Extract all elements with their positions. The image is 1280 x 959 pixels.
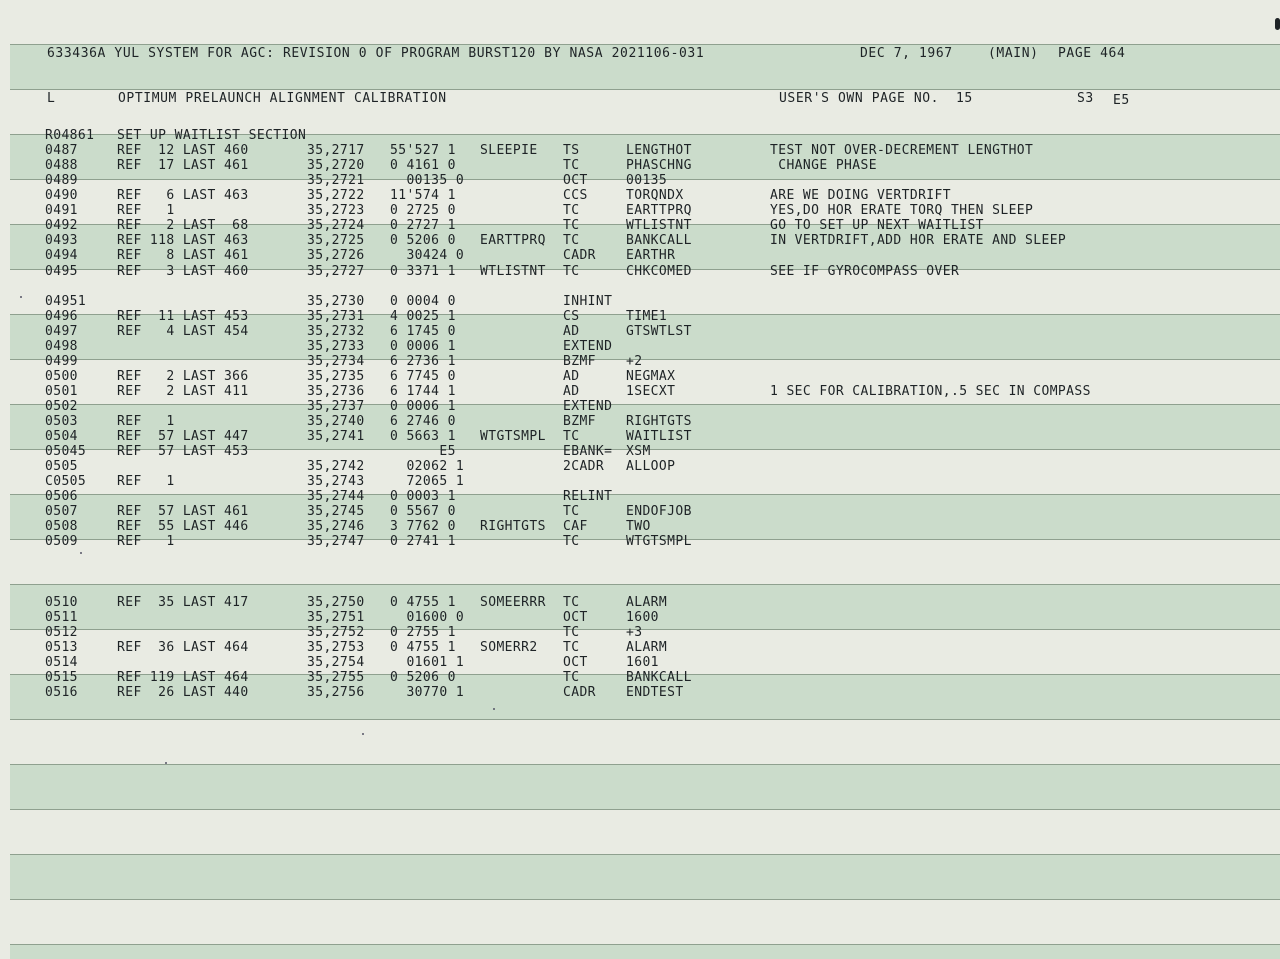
listing-row	[0, 188, 1280, 203]
comment-text: YES,DO HOR ERATE TORQ THEN SLEEP	[770, 203, 1034, 219]
reference-info: REF 3 LAST 460	[117, 263, 249, 279]
listing-row	[0, 384, 1280, 399]
listing-row	[0, 203, 1280, 218]
memory-address: 35,2717	[307, 143, 365, 159]
octal-word: 0 0003 1	[390, 489, 456, 505]
operand: WAITLIST	[626, 429, 692, 444]
reference-info: REF 57 LAST 447	[117, 429, 249, 444]
octal-word: 01600 0	[390, 609, 465, 625]
memory-address: 35,2742	[307, 459, 365, 475]
memory-address: 35,2752	[307, 624, 365, 640]
operand: CHKCOMED	[626, 263, 692, 279]
opcode: AD	[563, 368, 580, 384]
listing-title-line: 633436A YUL SYSTEM FOR AGC: REVISION 0 OF PROGRAM BURST120 BY NASA 2021106-031	[47, 46, 705, 61]
line-number: 0516	[45, 684, 78, 700]
users-page-number: USER'S OWN PAGE NO. 15	[779, 91, 973, 106]
line-number: 0504	[45, 429, 78, 444]
comment-text: TEST NOT OVER-DECREMENT LENGTHOT	[770, 143, 1034, 159]
operand: LENGTHOT	[626, 143, 692, 159]
line-number: 0496	[45, 308, 78, 324]
listing-row	[0, 233, 1280, 248]
listing-row	[0, 248, 1280, 263]
listing-row	[0, 143, 1280, 158]
log-letter: L	[47, 91, 56, 106]
line-number: 0490	[45, 188, 78, 204]
opcode: CADR	[563, 684, 596, 700]
comment-text: IN VERTDRIFT,ADD HOR ERATE AND SLEEP	[770, 233, 1067, 249]
memory-address: 35,2750	[307, 594, 365, 610]
operand: 1601	[626, 654, 659, 670]
memory-address: 35,2743	[307, 474, 365, 490]
operand: ALLOOP	[626, 459, 676, 475]
octal-word: 0 4755 1	[390, 594, 456, 610]
memory-address: 35,2744	[307, 489, 365, 505]
listing-row	[0, 685, 1280, 700]
opcode: OCT	[563, 173, 588, 189]
listing-row	[0, 264, 1280, 279]
opcode: EXTEND	[563, 338, 613, 354]
octal-word: 11'574 1	[390, 188, 456, 204]
operand: +2	[626, 353, 643, 369]
listing-row	[0, 489, 1280, 504]
octal-word: 0 0004 0	[390, 293, 456, 309]
memory-address: 35,2735	[307, 368, 365, 384]
octal-word: 0 2755 1	[390, 624, 456, 640]
octal-word: 0 5206 0	[390, 669, 456, 685]
reference-info: REF 1	[117, 474, 175, 490]
operand: RIGHTGTS	[626, 413, 692, 429]
listing-row	[0, 459, 1280, 474]
listing-row	[0, 655, 1280, 670]
listing-row	[0, 565, 1280, 580]
statement-label: WTLISTNT	[480, 263, 546, 279]
main-marker: (MAIN)	[988, 46, 1039, 61]
reference-info: REF 118 LAST 463	[117, 233, 249, 249]
listing-row	[0, 173, 1280, 188]
line-number: 0489	[45, 173, 78, 189]
memory-address: 35,2730	[307, 293, 365, 309]
comment-text: GO TO SET UP NEXT WAITLIST	[770, 218, 984, 234]
octal-word: 0 2727 1	[390, 218, 456, 234]
octal-word: 01601 1	[390, 654, 465, 670]
listing-row	[0, 339, 1280, 354]
memory-address: 35,2755	[307, 669, 365, 685]
line-number: 0510	[45, 594, 78, 610]
memory-address: 35,2721	[307, 173, 365, 189]
memory-address: 35,2736	[307, 383, 365, 399]
memory-address: 35,2727	[307, 263, 365, 279]
line-number: 0515	[45, 669, 78, 685]
memory-address: 35,2751	[307, 609, 365, 625]
octal-word: 0 5567 0	[390, 504, 456, 520]
octal-word: 0 0006 1	[390, 338, 456, 354]
listing-row	[0, 369, 1280, 384]
operand: 1600	[626, 609, 659, 625]
octal-word: 6 1745 0	[390, 323, 456, 339]
comment-text: 1 SEC FOR CALIBRATION,.5 SEC IN COMPASS	[770, 383, 1091, 399]
line-number: 0514	[45, 654, 78, 670]
line-number: 0509	[45, 534, 78, 550]
reference-info: REF 11 LAST 453	[117, 308, 249, 324]
memory-address: 35,2732	[307, 323, 365, 339]
reference-info: REF 119 LAST 464	[117, 669, 249, 685]
comment-text: ARE WE DOING VERTDRIFT	[770, 188, 951, 204]
reference-info: REF 57 LAST 453	[117, 444, 249, 460]
reference-info: REF 2 LAST 366	[117, 368, 249, 384]
reference-info: REF 1	[117, 203, 175, 219]
memory-address: 35,2724	[307, 218, 365, 234]
opcode: TC	[563, 669, 580, 685]
line-number: 0497	[45, 323, 78, 339]
page-number: PAGE 464	[1058, 46, 1126, 61]
comment-text: SEE IF GYROCOMPASS OVER	[770, 263, 960, 279]
octal-word: 3 7762 0	[390, 519, 456, 535]
operand: BANKCALL	[626, 669, 692, 685]
e5-marker: E5	[1113, 93, 1130, 108]
opcode: AD	[563, 323, 580, 339]
line-number: 0495	[45, 263, 78, 279]
reference-info: REF 35 LAST 417	[117, 594, 249, 610]
listing-row	[0, 294, 1280, 309]
operand: ALARM	[626, 594, 668, 610]
listing-row	[0, 158, 1280, 173]
opcode: AD	[563, 383, 580, 399]
listing-row	[0, 610, 1280, 625]
opcode: TC	[563, 624, 580, 640]
octal-word: 4 0025 1	[390, 308, 456, 324]
memory-address: 35,2754	[307, 654, 365, 670]
line-number: 0493	[45, 233, 78, 249]
octal-word: 0 0006 1	[390, 398, 456, 414]
operand: PHASCHNG	[626, 158, 692, 174]
listing-row	[0, 504, 1280, 519]
operand: GTSWTLST	[626, 323, 692, 339]
listing-row	[0, 279, 1280, 294]
operand: NEGMAX	[626, 368, 676, 384]
line-number: 0487	[45, 143, 78, 159]
operand: TORQNDX	[626, 188, 684, 204]
listing-row	[0, 354, 1280, 369]
octal-word: 30424 0	[390, 248, 465, 264]
reference-info: REF 57 LAST 461	[117, 504, 249, 520]
reference-info: REF 8 LAST 461	[117, 248, 249, 264]
opcode: TC	[563, 504, 580, 520]
reference-info: REF 2 LAST 411	[117, 383, 249, 399]
statement-label: EARTTPRQ	[480, 233, 546, 249]
line-number: 0492	[45, 218, 78, 234]
line-number: C0505	[45, 474, 87, 490]
memory-address: 35,2733	[307, 338, 365, 354]
operand: ALARM	[626, 639, 668, 655]
opcode: TC	[563, 639, 580, 655]
opcode: TS	[563, 143, 580, 159]
operand: ENDOFJOB	[626, 504, 692, 520]
operand: ENDTEST	[626, 684, 684, 700]
memory-address: 35,2747	[307, 534, 365, 550]
opcode: RELINT	[563, 489, 613, 505]
opcode: TC	[563, 594, 580, 610]
listing-row	[0, 324, 1280, 339]
listing-row	[0, 128, 1280, 143]
line-number: 0508	[45, 519, 78, 535]
memory-address: 35,2722	[307, 188, 365, 204]
statement-label: WTGTSMPL	[480, 429, 546, 444]
octal-word: E5	[390, 444, 456, 460]
opcode: CS	[563, 308, 580, 324]
octal-word: 6 2746 0	[390, 413, 456, 429]
opcode: TC	[563, 218, 580, 234]
operand: 1SECXT	[626, 383, 676, 399]
memory-address: 35,2731	[307, 308, 365, 324]
listing-row	[0, 444, 1280, 459]
line-number: 0505	[45, 459, 78, 475]
memory-address: 35,2753	[307, 639, 365, 655]
octal-word: 55'527 1	[390, 143, 456, 159]
opcode: CCS	[563, 188, 588, 204]
reference-info: REF 4 LAST 454	[117, 323, 249, 339]
line-number: 0507	[45, 504, 78, 520]
memory-address: 35,2734	[307, 353, 365, 369]
statement-label: SOMEERRR	[480, 594, 546, 610]
octal-word: 6 1744 1	[390, 383, 456, 399]
listing-row	[0, 640, 1280, 655]
opcode: TC	[563, 429, 580, 444]
listing-row	[0, 519, 1280, 534]
memory-address: 35,2726	[307, 248, 365, 264]
opcode: CAF	[563, 519, 588, 535]
opcode: TC	[563, 158, 580, 174]
octal-word: 0 2741 1	[390, 534, 456, 550]
line-number: 05045	[45, 444, 87, 460]
listing-row	[0, 414, 1280, 429]
line-number: R04861	[45, 128, 95, 143]
line-number: 0499	[45, 353, 78, 369]
octal-word: 30770 1	[390, 684, 465, 700]
listing-row	[0, 399, 1280, 414]
line-number: 0491	[45, 203, 78, 219]
listing-row	[0, 309, 1280, 324]
print-date: DEC 7, 1967	[860, 46, 953, 61]
memory-address: 35,2745	[307, 504, 365, 520]
line-number: 0500	[45, 368, 78, 384]
line-number: 0512	[45, 624, 78, 640]
reference-info: REF 12 LAST 460	[117, 143, 249, 159]
reference-info: REF 17 LAST 461	[117, 158, 249, 174]
listing-row	[0, 429, 1280, 444]
line-number: 0488	[45, 158, 78, 174]
memory-address: 35,2725	[307, 233, 365, 249]
operand: XSM	[626, 444, 651, 460]
octal-word: 0 4755 1	[390, 639, 456, 655]
statement-label: SLEEPIE	[480, 143, 538, 159]
reference-info: REF 36 LAST 464	[117, 639, 249, 655]
memory-address: 35,2723	[307, 203, 365, 219]
operand: TIME1	[626, 308, 668, 324]
octal-word: 0 5663 1	[390, 429, 456, 444]
section-title: OPTIMUM PRELAUNCH ALIGNMENT CALIBRATION	[118, 91, 447, 106]
memory-address: 35,2720	[307, 158, 365, 174]
octal-word: 00135 0	[390, 173, 465, 189]
memory-address: 35,2756	[307, 684, 365, 700]
octal-word: 6 7745 0	[390, 368, 456, 384]
operand: +3	[626, 624, 643, 640]
listing-row	[0, 625, 1280, 640]
reference-info: REF 6 LAST 463	[117, 188, 249, 204]
listing-row	[0, 474, 1280, 489]
comment-text: CHANGE PHASE	[770, 158, 877, 174]
listing-row	[0, 595, 1280, 610]
memory-address: 35,2737	[307, 398, 365, 414]
opcode: BZMF	[563, 353, 596, 369]
octal-word: 72065 1	[390, 474, 465, 490]
reference-info: REF 2 LAST 68	[117, 218, 249, 234]
opcode: OCT	[563, 609, 588, 625]
line-number: 0511	[45, 609, 78, 625]
operand: BANKCALL	[626, 233, 692, 249]
octal-word: 0 4161 0	[390, 158, 456, 174]
opcode: 2CADR	[563, 459, 605, 475]
line-number: 04951	[45, 293, 87, 309]
operand: WTGTSMPL	[626, 534, 692, 550]
octal-word: 0 3371 1	[390, 263, 456, 279]
line-number: 0503	[45, 413, 78, 429]
memory-address: 35,2741	[307, 429, 365, 444]
statement-label: SOMERR2	[480, 639, 538, 655]
line-number: 0494	[45, 248, 78, 264]
opcode: TC	[563, 263, 580, 279]
reference-info: REF 1	[117, 413, 175, 429]
reference-info: REF 55 LAST 446	[117, 519, 249, 535]
listing-row	[0, 549, 1280, 564]
memory-address: 35,2746	[307, 519, 365, 535]
octal-word: 02062 1	[390, 459, 465, 475]
statement-label: RIGHTGTS	[480, 519, 546, 535]
memory-address: 35,2740	[307, 413, 365, 429]
opcode: INHINT	[563, 293, 613, 309]
listing-row	[0, 670, 1280, 685]
opcode: TC	[563, 233, 580, 249]
operand: EARTTPRQ	[626, 203, 692, 219]
line-number: 0502	[45, 398, 78, 414]
reference-info: REF 1	[117, 534, 175, 550]
listing-row	[0, 580, 1280, 595]
opcode: TC	[563, 534, 580, 550]
line-number: 0513	[45, 639, 78, 655]
line-number: 0501	[45, 383, 78, 399]
operand: WTLISTNT	[626, 218, 692, 234]
opcode: TC	[563, 203, 580, 219]
opcode: OCT	[563, 654, 588, 670]
opcode: EXTEND	[563, 398, 613, 414]
opcode: CADR	[563, 248, 596, 264]
line-number: 0506	[45, 489, 78, 505]
listing-row	[0, 534, 1280, 549]
operand: TWO	[626, 519, 651, 535]
opcode: EBANK=	[563, 444, 613, 460]
reference-info: SET UP WAITLIST SECTION	[117, 128, 307, 143]
operand: EARTHR	[626, 248, 676, 264]
octal-word: 6 2736 1	[390, 353, 456, 369]
octal-word: 0 2725 0	[390, 203, 456, 219]
reference-info: REF 26 LAST 440	[117, 684, 249, 700]
octal-word: 0 5206 0	[390, 233, 456, 249]
opcode: BZMF	[563, 413, 596, 429]
line-number: 0498	[45, 338, 78, 354]
s3-marker: S3	[1077, 91, 1094, 106]
listing-row	[0, 218, 1280, 233]
operand: 00135	[626, 173, 668, 189]
